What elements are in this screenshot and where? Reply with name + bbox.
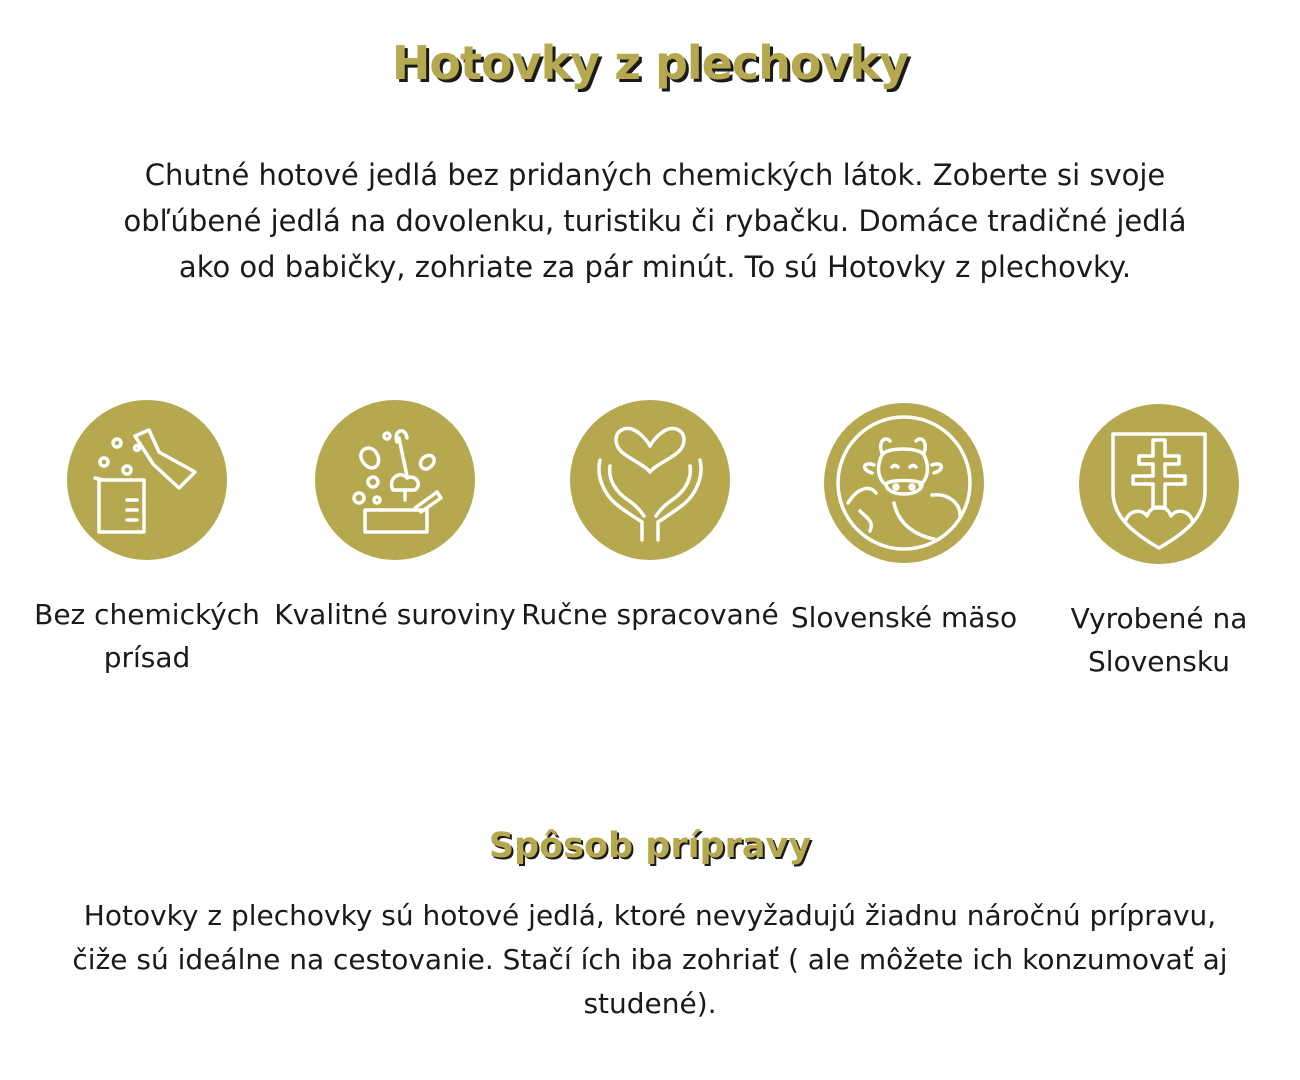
feature-label: Vyrobené na Slovensku [1070,602,1248,678]
feature-label: Kvalitné suroviny [274,598,516,631]
cow-icon [824,403,984,563]
feature-label: Ručne spracované [521,598,779,631]
feature-made-in-slovakia [1029,404,1289,683]
feature-label: Slovenské mäso [790,601,1018,634]
heart-hands-icon [570,400,730,560]
vegetables-icon [315,400,475,560]
feature-slovak-meat [774,403,1034,639]
preparation-text: Hotovky z plechovky sú hotové jedlá, ktoré nevyžadujú žiadnu náročnú prípravu, čiže sú ideálne na cestovanie. Stačí ích iba zohriať ( ale môžete ich konzumovať aj studené). [72,899,1228,1020]
chemistry-flask-icon [67,400,227,560]
feature-quality-ingredients [265,400,525,636]
feature-handmade [520,400,780,636]
preparation-title: Spôsob prípravy [488,826,812,866]
feature-no-chemicals [17,400,277,679]
slovak-coat-of-arms-icon [1079,404,1239,564]
intro-text: Chutné hotové jedlá bez pridaných chemických látok. Zoberte si svoje obľúbené jedlá na dovolenku, turistiku či rybačku. Domáce tradičné jedlá ako od babičky, zohriate za pár minút. To sú Hotovky z plechovky. [123,158,1187,284]
feature-label: Bez chemických prísad [34,598,260,674]
page-title: Hotovky z plechovky [391,36,909,90]
